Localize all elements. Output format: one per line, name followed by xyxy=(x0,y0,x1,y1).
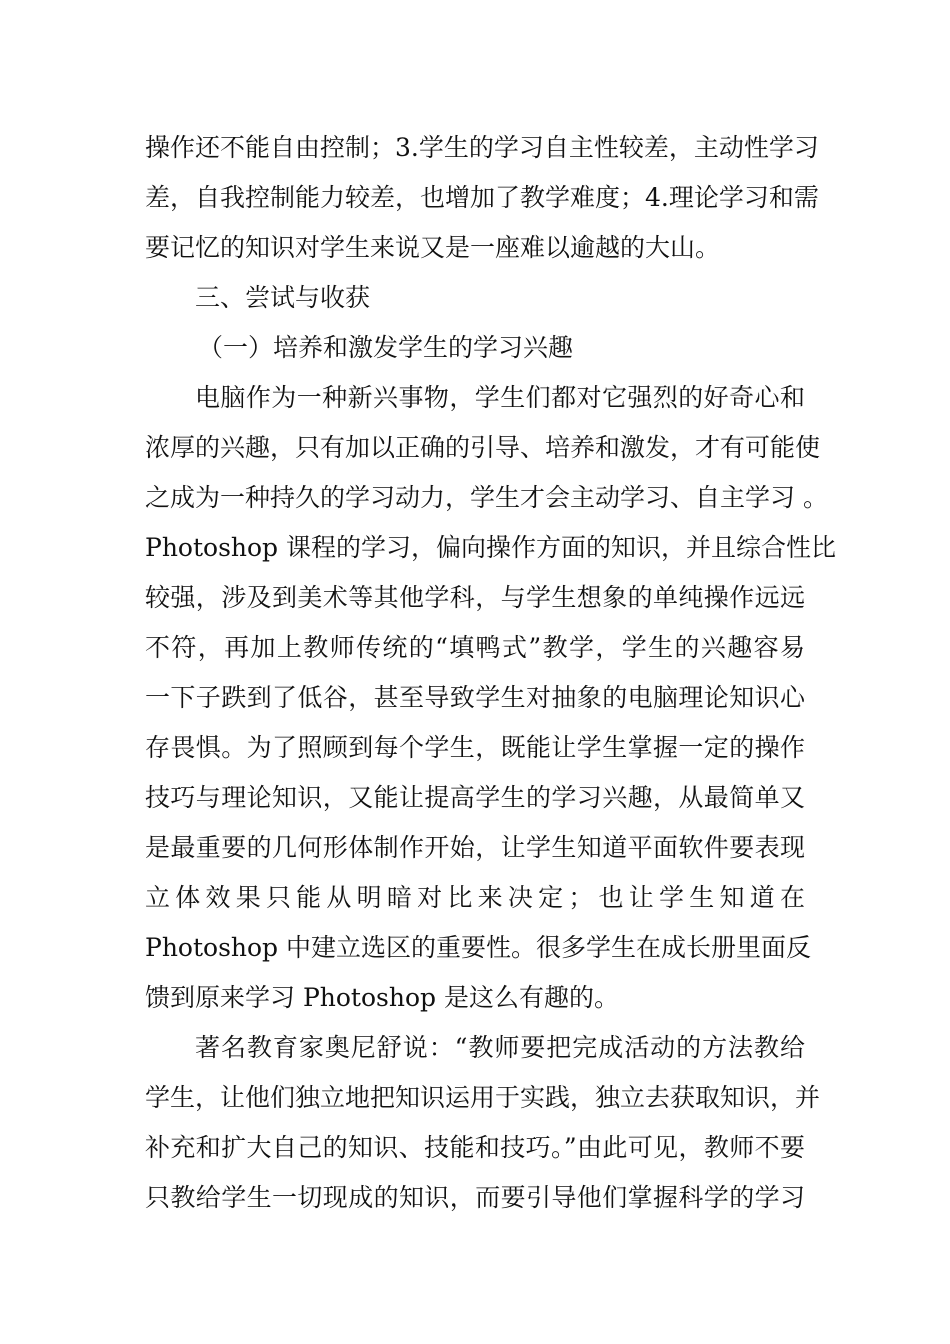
text-line-22: 只教给学生一切现成的知识，而要引导他们掌握科学的学习 xyxy=(145,1183,805,1212)
text-line-11: 不符，再加上教师传统的“填鸭式”教学，学生的兴趣容易 xyxy=(145,633,805,662)
section-heading: 三、尝试与收获 xyxy=(195,283,371,312)
text-line-2: 差，自我控制能力较差，也增加了教学难度；4.理论学习和需 xyxy=(145,183,819,212)
text-line-9: Photoshop 课程的学习，偏向操作方面的知识，并且综合性比 xyxy=(145,533,837,562)
text-line-13: 存畏惧。为了照顾到每个学生，既能让学生掌握一定的操作 xyxy=(145,733,805,762)
text-line-20: 学生，让他们独立地把知识运用于实践，独立去获取知识，并 xyxy=(145,1083,821,1112)
text-line-6: 电脑作为一种新兴事物，学生们都对它强烈的好奇心和 xyxy=(195,383,805,412)
text-line-10: 较强，涉及到美术等其他学科，与学生想象的单纯操作远远 xyxy=(145,583,805,612)
text-line-16: 立体效果只能从明暗对比来决定；也让学生知道在 xyxy=(145,883,805,912)
subsection-heading: （一）培养和激发学生的学习兴趣 xyxy=(198,333,574,362)
text-line-7: 浓厚的兴趣，只有加以正确的引导、培养和激发，才有可能使 xyxy=(145,433,821,462)
text-line-19: 著名教育家奥尼舒说：“教师要把完成活动的方法教给 xyxy=(195,1033,805,1062)
text-line-8: 之成为一种持久的学习动力，学生才会主动学习、自主学习 。 xyxy=(145,483,828,512)
text-line-17: Photoshop 中建立选区的重要性。很多学生在成长册里面反 xyxy=(145,933,812,962)
text-line-18: 馈到原来学习 Photoshop 是这么有趣的。 xyxy=(145,983,619,1012)
text-line-15: 是最重要的几何形体制作开始，让学生知道平面软件要表现 xyxy=(145,833,805,862)
text-line-3: 要记忆的知识对学生来说又是一座难以逾越的大山。 xyxy=(145,233,721,262)
text-line-12: 一下子跌到了低谷，甚至导致学生对抽象的电脑理论知识心 xyxy=(145,683,805,712)
text-line-14: 技巧与理论知识，又能让提高学生的学习兴趣，从最简单又 xyxy=(145,783,805,812)
text-line-1: 操作还不能自由控制；3.学生的学习自主性较差，主动性学习 xyxy=(145,133,819,162)
text-line-21: 补充和扩大自己的知识、技能和技巧。”由此可见，教师不要 xyxy=(145,1133,805,1162)
